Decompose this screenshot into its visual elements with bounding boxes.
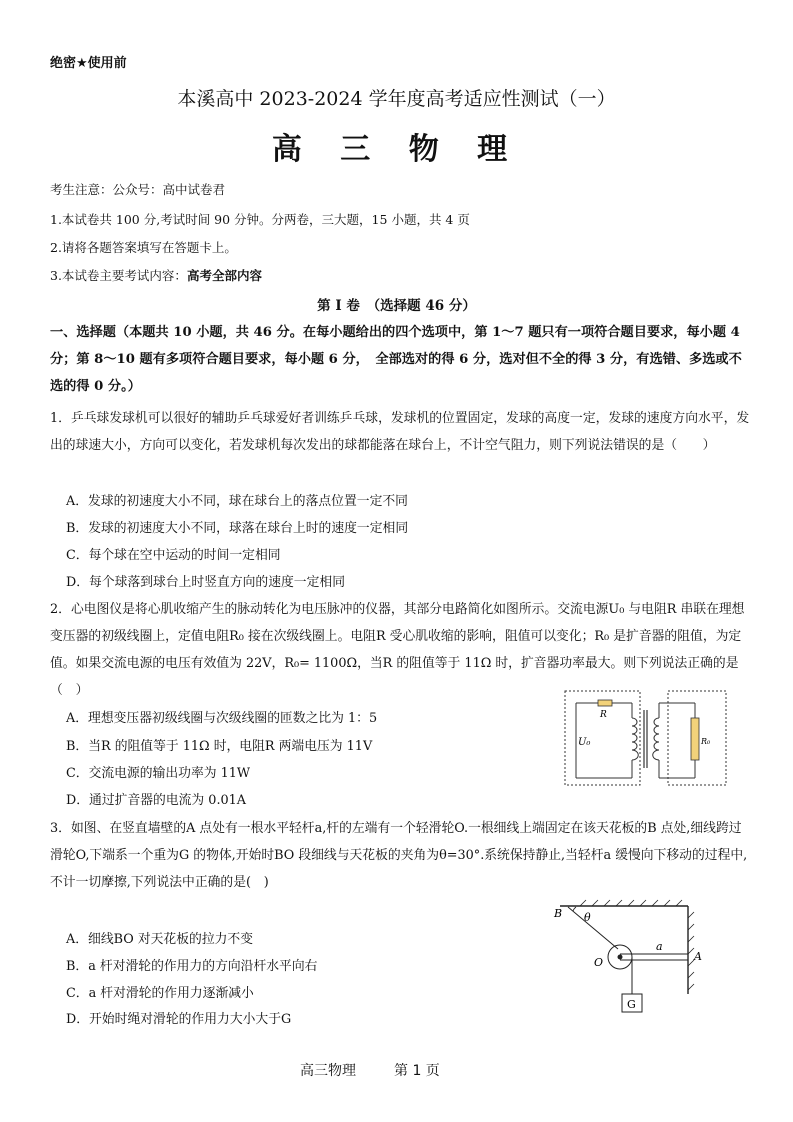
q2-option-a: A．理想变压器初级线圈与次级线圈的匝数之比为 1：5 [66,711,378,726]
q1-stem: 1．乒乓球发球机可以很好的辅助乒乓球爱好者训练乒乓球，发球机的位置固定，发球的高度一定，发球的速度方向水平，发出的球速大小，方向可以变化，若发球机每次发出的球都能落在球台上，不计空气阻力，则下列说法错误的是（ ） [50,411,750,453]
q2-stem: 2．心电图仪是将心肌收缩产生的脉动转化为电压脉冲的仪器，其部分电路简化如图所示。交流电源U₀ 与电阻R 串联在理想变压器的初级线圈上，定值电阻R₀ 接在次级线圈上。电阻R 受心肌收缩的影响，阻值可以变化；R₀ 是扩音器的阻值，为定值。如果交流电源的电压有效值为 22V，R₀= 1100Ω，当R 的阻值等于 11Ω 时，扩音器功率最大。则下列说法正确的是（ ） [50,602,745,698]
label-r: R [600,710,607,720]
q2-circuit-figure [560,688,730,788]
page-footer [300,1060,478,1080]
q1-option-a: A．发球的初速度大小不同，球在球台上的落点位置一定不同 [66,494,408,509]
secondary-coil [653,718,659,760]
primary-coil [632,718,638,760]
note-1: 1.本试卷共 100 分,考试时间 90 分钟。分两卷，三大题，15 小题，共 4 页 [50,212,470,227]
string-bo [568,907,618,949]
note-3 [50,266,262,284]
q2-option-c: C．交流电源的输出功率为 11W [66,766,251,781]
exam-title: 本溪高中 2023-2024 学年度高考适应性测试（一） [177,88,616,110]
footer-page: 第 1 页 [394,1063,440,1079]
footer-subject: 高三物理 [300,1063,356,1079]
q1-option-c: C．每个球在空中运动的时间一定相同 [66,548,281,563]
q3-option-b: B．a 杆对滑轮的作用力的方向沿杆水平向右 [66,959,318,974]
label-o: O [594,956,604,969]
label-u0: U₀ [578,737,591,748]
label-a-point: A [694,950,702,963]
note-2: 2.请将各题答案填写在答题卡上。 [50,240,237,255]
note-3-bold: 高考全部内容 [186,268,262,283]
section-title: 第 I 卷 （选择题 46 分） [317,298,476,314]
label-r0: R₀ [701,737,711,746]
q3-option-d: D．开始时绳对滑轮的作用力大小大于G [66,1012,292,1027]
q3-pulley-figure [540,896,720,1021]
confidential-mark: 绝密★使用前 [50,56,127,71]
q3-option-c: C．a 杆对滑轮的作用力逐渐减小 [66,986,254,1001]
label-theta: θ [584,911,591,924]
q2-option-b: B．当R 的阻值等于 11Ω 时，电阻R 两端电压为 11V [66,739,373,754]
angle-arc [573,907,576,911]
section-instructions: 一、选择题（本题共 10 小题，共 46 分。在每小题给出的四个选项中，第 1～7 题只有一项符合题目要求，每小题 4 分；第 8～10 题有多项符合题目要求，每小题 6 分， 全部选对的得 6 分，选对但不全的得 3 分，有选错、多选或不选的得 0 分。） [50,325,742,394]
q3-stem: 3．如图、在竖直墙壁的A 点处有一根水平轻杆a,杆的左端有一个轻滑轮O.一根细线上端固定在该天花板的B 点处,细线跨过滑轮O,下端系一个重为G 的物体,开始时BO 段细线与天花板的夹角为θ=30°.系统保持静止,当轻杆a 缓慢向下移动的过程中,不计一切摩擦,下列说法中正确的是( ) [50,821,748,890]
q1-option-b: B．发球的初速度大小不同，球落在球台上时的速度一定相同 [66,521,409,536]
note-3-prefix: 3.本试卷主要考试内容： [50,268,187,283]
note-attention: 考生注意：公众号：高中试卷君 [50,182,226,197]
subject-title: 高 三 物 理 [271,132,522,167]
q3-option-a: A．细线BO 对天花板的拉力不变 [66,932,254,947]
q2-option-d: D．通过扩音器的电流为 0.01A [66,793,247,808]
resistor-r [598,700,612,706]
resistor-r0 [691,718,699,760]
q1-option-d: D．每个球落到球台上时竖直方向的速度一定相同 [66,575,345,590]
label-b: B [554,907,563,920]
label-a: a [656,940,663,953]
label-g: G [627,998,636,1011]
